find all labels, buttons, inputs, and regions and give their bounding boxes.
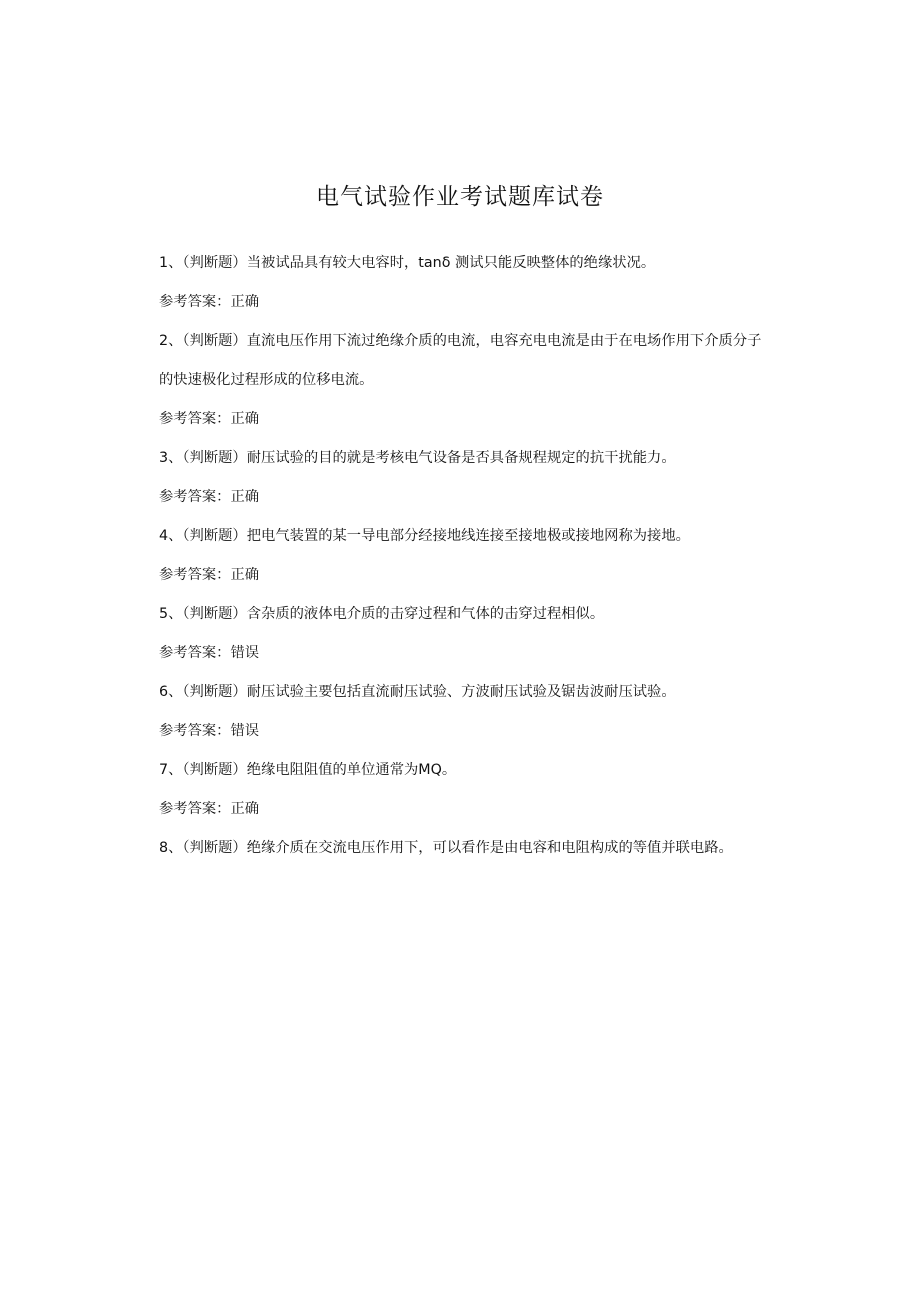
answer-5: 参考答案：错误 xyxy=(159,645,260,661)
answer-1: 参考答案：正确 xyxy=(159,294,260,310)
answer-3: 参考答案：正确 xyxy=(159,489,260,505)
question-list xyxy=(159,244,769,868)
page-title: 电气试验作业考试题库试卷 xyxy=(316,184,604,210)
answer-4: 参考答案：正确 xyxy=(159,567,260,583)
question-5: 5、（判断题）含杂质的液体电介质的击穿过程和气体的击穿过程相似。 xyxy=(159,606,605,622)
question-2: 2、（判断题）直流电压作用下流过绝缘介质的电流，电容充电电流是由于在电场作用下介质分子的快速极化过程形成的位移电流。 xyxy=(159,333,762,388)
question-3: 3、（判断题）耐压试验的目的就是考核电气设备是否具备规程规定的抗干扰能力。 xyxy=(159,450,676,466)
question-4: 4、（判断题）把电气装置的某一导电部分经接地线连接至接地极或接地网称为接地。 xyxy=(159,528,690,544)
question-7: 7、（判断题）绝缘电阻阻值的单位通常为MQ。 xyxy=(159,762,457,778)
question-1: 1、（判断题）当被试品具有较大电容时，tanδ 测试只能反映整体的绝缘状况。 xyxy=(159,255,656,271)
answer-2: 参考答案：正确 xyxy=(159,411,260,427)
question-6: 6、（判断题）耐压试验主要包括直流耐压试验、方波耐压试验及锯齿波耐压试验。 xyxy=(159,684,676,700)
answer-6: 参考答案：错误 xyxy=(159,723,260,739)
question-8: 8、（判断题）绝缘介质在交流电压作用下，可以看作是由电容和电阻构成的等值并联电路。 xyxy=(159,840,733,856)
answer-7: 参考答案：正确 xyxy=(159,801,260,817)
